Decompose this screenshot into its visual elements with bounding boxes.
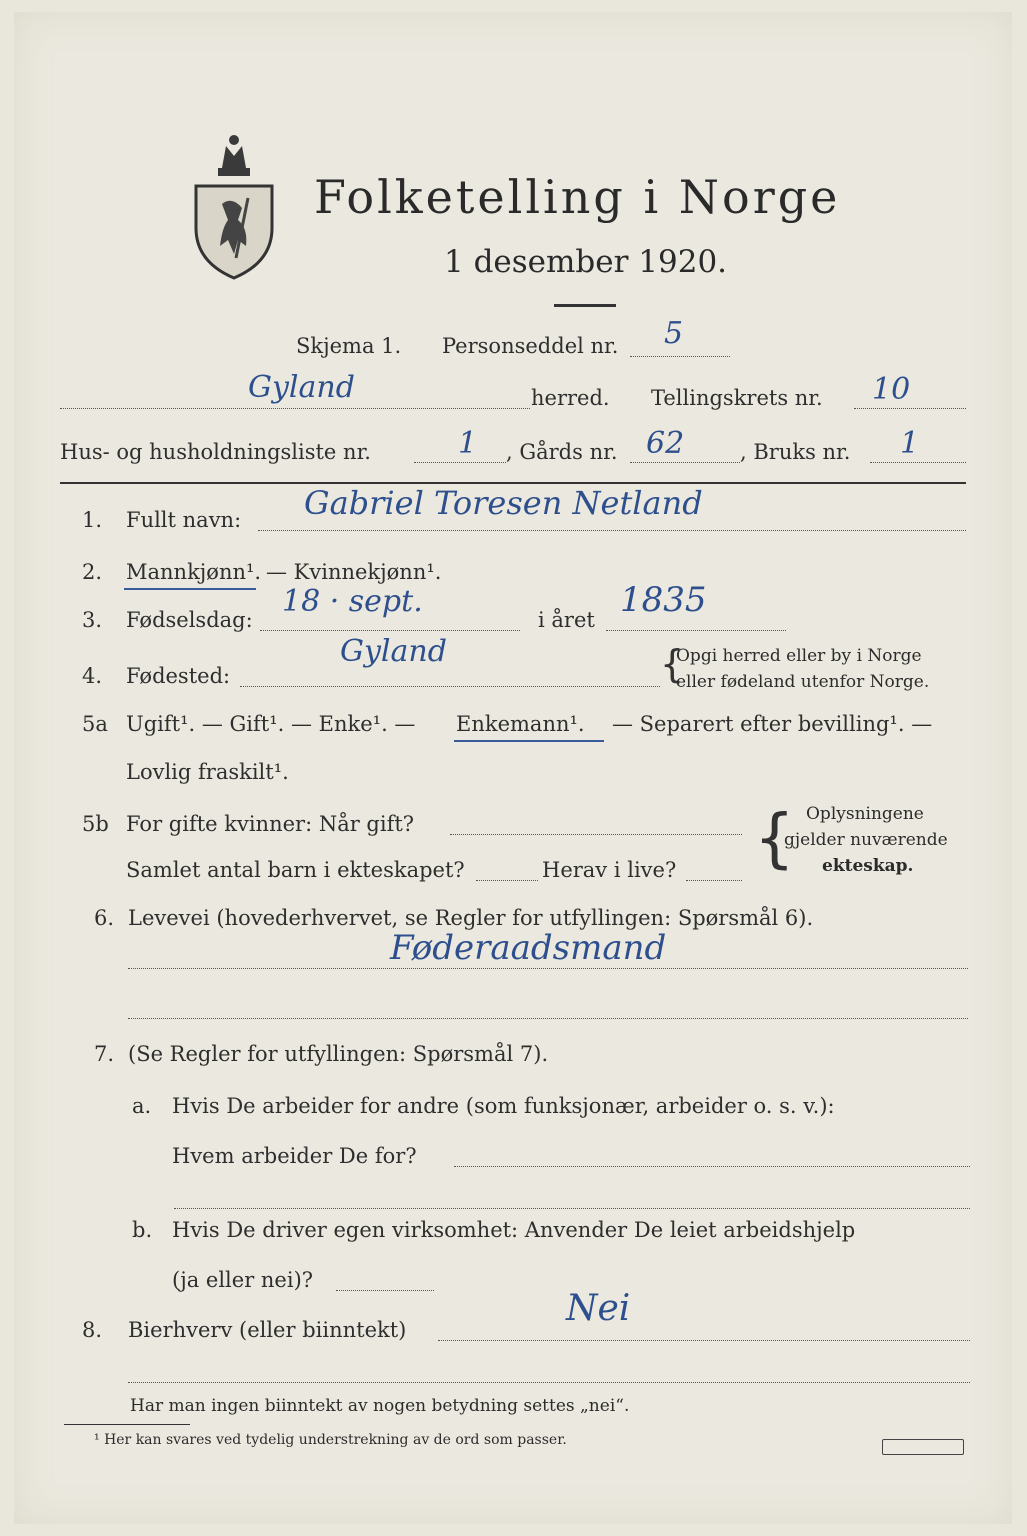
gards-label: , Gårds nr.: [506, 440, 618, 464]
hus-label: Hus- og husholdningsliste nr.: [60, 440, 371, 464]
hus-value[interactable]: 1: [458, 426, 478, 461]
q3-year-label: i året: [538, 608, 595, 632]
bruks-label: , Bruks nr.: [740, 440, 851, 464]
bracket-q4: {: [660, 642, 685, 686]
marital-options-part2: — Separert efter bevilling¹. —: [612, 712, 933, 736]
gender-male-option[interactable]: Mannkjønn¹.: [126, 560, 262, 584]
form-title: Folketelling i Norge: [314, 170, 841, 224]
herred-label: herred.: [531, 386, 610, 410]
q5b-note-line3: ekteskap.: [822, 856, 914, 876]
gender-other-options: — Kvinnekjønn¹.: [266, 560, 442, 584]
q2-number: 2.: [82, 560, 103, 584]
q5b-children-label: Samlet antal barn i ekteskapet?: [126, 858, 465, 882]
full-name-value[interactable]: Gabriel Toresen Netland: [304, 484, 703, 522]
q4-note-line2: eller fødeland utenfor Norge.: [676, 672, 930, 692]
q7b-label: Hvis De driver egen virksomhet: Anvender De leiet arbeidshjelp: [172, 1218, 856, 1242]
printer-stamp-icon: [882, 1439, 964, 1455]
footnote-text: ¹ Her kan svares ved tydelig understrekning av de ord som passer.: [94, 1432, 567, 1448]
q3-number: 3.: [82, 608, 103, 632]
gards-value[interactable]: 62: [646, 426, 685, 461]
q7-label: (Se Regler for utfyllingen: Spørsmål 7).: [128, 1042, 549, 1066]
marital-divorced-option: Lovlig fraskilt¹.: [126, 760, 289, 784]
bruks-value[interactable]: 1: [900, 426, 920, 461]
q5b-married-when-label: For gifte kvinner: Når gift?: [126, 812, 415, 836]
q3-label: Fødselsdag:: [126, 608, 253, 632]
footnote-divider: [64, 1424, 190, 1425]
birthyear-value[interactable]: 1835: [620, 580, 707, 620]
q5b-note-line1: Oplysningene: [806, 804, 924, 824]
tellingskrets-label: Tellingskrets nr.: [651, 386, 823, 410]
q4-label: Fødested:: [126, 664, 231, 688]
birthdate-value[interactable]: 18 · sept.: [282, 584, 423, 619]
q7a-employer-label: Hvem arbeider De for?: [172, 1144, 417, 1168]
q8-label: Bierhverv (eller biinntekt): [128, 1318, 407, 1342]
q7a-letter: a.: [132, 1094, 152, 1118]
marital-options-part1: Ugift¹. — Gift¹. — Enke¹. —: [126, 712, 416, 736]
side-income-note: Har man ingen biinntekt av nogen betydning settes „nei“.: [130, 1396, 630, 1416]
side-income-value[interactable]: Nei: [566, 1288, 631, 1329]
q1-number: 1.: [82, 508, 103, 532]
herred-value[interactable]: Gyland: [248, 370, 355, 405]
q7-number: 7.: [94, 1042, 115, 1066]
widower-underline: [454, 740, 604, 742]
q7b-letter: b.: [132, 1218, 153, 1242]
q5b-note-line2: gjelder nuværende: [784, 830, 948, 850]
personseddel-label: Personseddel nr.: [442, 334, 619, 358]
male-underline: [124, 588, 256, 590]
coat-of-arms-icon: [192, 128, 276, 280]
q5b-number: 5b: [82, 812, 109, 836]
q6-label: Levevei (hovederhvervet, se Regler for utfyllingen: Spørsmål 6).: [128, 906, 814, 930]
q5a-number: 5a: [82, 712, 108, 736]
q5b-alive-label: Herav i live?: [542, 858, 677, 882]
census-form: [14, 12, 1012, 1524]
schema-label: Skjema 1.: [296, 334, 402, 358]
q7a-label: Hvis De arbeider for andre (som funksjonær, arbeider o. s. v.):: [172, 1094, 835, 1118]
q4-number: 4.: [82, 664, 103, 688]
q7b-yesno-label: (ja eller nei)?: [172, 1268, 314, 1292]
q4-note-line1: Opgi herred eller by i Norge: [676, 646, 922, 666]
personseddel-value[interactable]: 5: [664, 316, 684, 351]
tellingskrets-value[interactable]: 10: [872, 372, 911, 407]
q1-label: Fullt navn:: [126, 508, 242, 532]
q6-number: 6.: [94, 906, 115, 930]
marital-widower-option[interactable]: Enkemann¹.: [456, 712, 585, 736]
q8-number: 8.: [82, 1318, 103, 1342]
bracket-q5b: {: [754, 802, 795, 876]
birthplace-value[interactable]: Gyland: [340, 634, 447, 669]
title-divider: [554, 304, 616, 307]
occupation-value[interactable]: Føderaadsmand: [390, 928, 667, 968]
form-date: 1 desember 1920.: [444, 244, 728, 280]
